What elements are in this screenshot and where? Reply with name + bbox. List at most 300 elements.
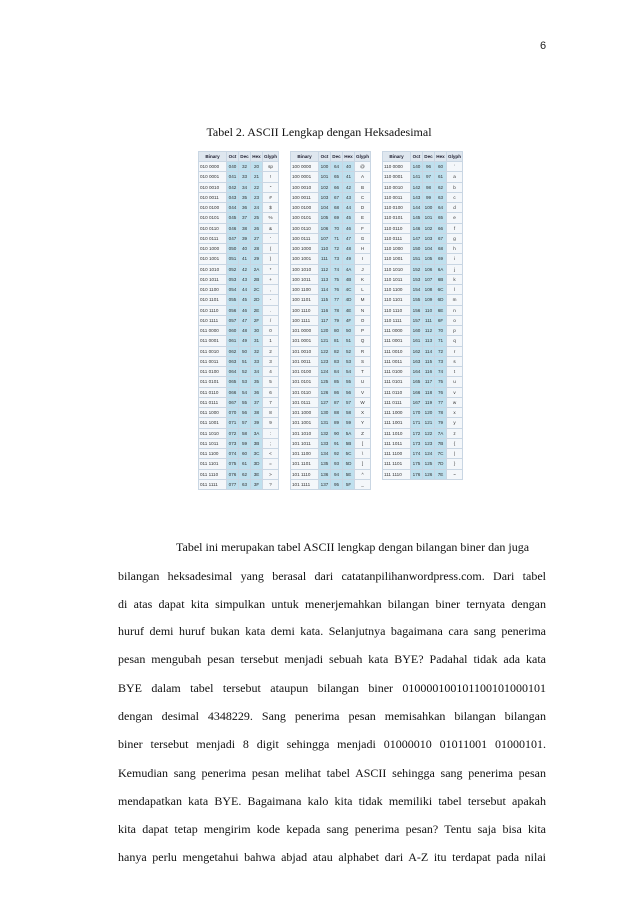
table-row: [199, 233, 279, 243]
table-cell: G: [355, 233, 371, 243]
table-cell: 2A: [251, 264, 263, 274]
table-cell: 153: [411, 274, 423, 284]
table-cell: v: [447, 387, 463, 397]
table-row: [383, 254, 463, 264]
table-row: [383, 418, 463, 428]
table-cell: 111 0101: [383, 377, 411, 387]
table-cell: 48: [343, 244, 355, 254]
column-header: Glyph: [355, 152, 371, 162]
table-cell: 38: [251, 408, 263, 418]
table-cell: 101 1001: [291, 418, 319, 428]
table-cell: 5C: [343, 449, 355, 459]
table-row: [291, 469, 371, 479]
table-cell: !: [263, 172, 279, 182]
table-cell: 21: [251, 172, 263, 182]
table-row: [383, 285, 463, 295]
table-cell: [: [355, 438, 371, 448]
table-cell: 111 0000: [383, 326, 411, 336]
table-cell: 53: [239, 377, 251, 387]
table-cell: 111 0110: [383, 387, 411, 397]
table-cell: 104: [319, 203, 331, 213]
table-cell: 040: [227, 162, 239, 172]
table-cell: 110 1000: [383, 244, 411, 254]
table-cell: *: [263, 264, 279, 274]
table-row: [383, 295, 463, 305]
table-cell: 28: [251, 244, 263, 254]
table-cell: 105: [319, 213, 331, 223]
table-cell: ,: [263, 285, 279, 295]
table-cell: 70: [435, 326, 447, 336]
table-cell: 91: [331, 438, 343, 448]
table-cell: 110: [319, 244, 331, 254]
table-cell: A: [355, 172, 371, 182]
table-cell: 7A: [435, 428, 447, 438]
table-cell: 163: [411, 356, 423, 366]
table-row: [383, 428, 463, 438]
table-cell: `: [447, 162, 463, 172]
table-cell: 147: [411, 233, 423, 243]
table-cell: M: [355, 295, 371, 305]
table-cell: 50: [239, 346, 251, 356]
table-row: [199, 315, 279, 325]
table-cell: 78: [435, 408, 447, 418]
table-cell: 54: [239, 387, 251, 397]
paragraph-line: huruf demi huruf bukan kata demi kata. Selanjutnya bagaimana cara sang penerima: [118, 624, 546, 638]
table-cell: 57: [239, 418, 251, 428]
table-cell: ^: [355, 469, 371, 479]
table-cell: o: [447, 315, 463, 325]
table-cell: sp: [263, 162, 279, 172]
table-cell: 46: [239, 305, 251, 315]
table-cell: 010 0111: [199, 233, 227, 243]
table-cell: (: [263, 244, 279, 254]
table-cell: 101 1111: [291, 479, 319, 489]
table-cell: 101 0011: [291, 356, 319, 366]
table-cell: 110 1011: [383, 274, 411, 284]
table-cell: 137: [319, 479, 331, 489]
table-cell: 174: [411, 449, 423, 459]
table-row: [199, 295, 279, 305]
table-cell: 110 0100: [383, 203, 411, 213]
table-cell: 56: [343, 387, 355, 397]
table-cell: 68: [435, 244, 447, 254]
table-row: [291, 418, 371, 428]
table-cell: 7B: [435, 438, 447, 448]
table-cell: a: [447, 172, 463, 182]
table-row: [383, 223, 463, 233]
table-cell: 52: [343, 346, 355, 356]
table-cell: 58: [343, 408, 355, 418]
table-cell: /: [263, 315, 279, 325]
table-row: [199, 203, 279, 213]
table-cell: 1: [263, 336, 279, 346]
table-row: [291, 244, 371, 254]
table-cell: 114: [319, 285, 331, 295]
paragraph-line: dengan desimal 4348229. Sang penerima pesan memisahkan bilangan bilangan: [118, 709, 546, 723]
table-cell: 154: [411, 285, 423, 295]
table-row: [383, 213, 463, 223]
table-cell: 32: [251, 346, 263, 356]
table-cell: 155: [411, 295, 423, 305]
table-row: [383, 449, 463, 459]
table-cell: 3C: [251, 449, 263, 459]
table-row: [291, 408, 371, 418]
table-cell: Z: [355, 428, 371, 438]
table-cell: i: [447, 254, 463, 264]
table-cell: 68: [331, 203, 343, 213]
table-cell: 100 1100: [291, 285, 319, 295]
table-cell: p: [447, 326, 463, 336]
table-cell: 011 0100: [199, 367, 227, 377]
table-cell: 112: [319, 264, 331, 274]
table-row: [383, 367, 463, 377]
table-cell: 40: [343, 162, 355, 172]
paragraph-line: di atas dapat kita simpulkan untuk menerjemahkan bilangan biner ternyata dengan: [118, 597, 546, 611]
table-cell: 74: [435, 367, 447, 377]
table-cell: W: [355, 397, 371, 407]
table-cell: 6F: [435, 315, 447, 325]
table-cell: c: [447, 192, 463, 202]
table-row: [383, 356, 463, 366]
table-cell: 115: [319, 295, 331, 305]
table-cell: 150: [411, 244, 423, 254]
table-cell: ': [263, 233, 279, 243]
table-row: [199, 469, 279, 479]
table-row: [291, 367, 371, 377]
table-cell: 27: [251, 233, 263, 243]
table-cell: 94: [331, 469, 343, 479]
table-cell: 070: [227, 408, 239, 418]
table-cell: 82: [331, 346, 343, 356]
table-cell: S: [355, 356, 371, 366]
table-header-row: [199, 152, 279, 162]
table-row: [291, 192, 371, 202]
paragraph-line: Tabel ini merupakan tabel ASCII lengkap dengan bilangan biner dan juga: [176, 540, 530, 554]
page-number: 6: [540, 40, 547, 52]
table-cell: 3B: [251, 438, 263, 448]
table-cell: 102: [423, 223, 435, 233]
table-row: [383, 264, 463, 274]
table-cell: :: [263, 428, 279, 438]
table-cell: 106: [423, 264, 435, 274]
paragraph-line: bilangan heksadesimal yang berasal dari catatanpilihanwordpress.com. Dari tabel: [118, 569, 546, 583]
table-cell: 111 0010: [383, 346, 411, 356]
table-cell: 101 0000: [291, 326, 319, 336]
table-cell: w: [447, 397, 463, 407]
table-cell: 34: [251, 367, 263, 377]
table-cell: 051: [227, 254, 239, 264]
table-cell: 73: [331, 254, 343, 264]
table-row: [199, 336, 279, 346]
table-cell: 011 1110: [199, 469, 227, 479]
table-cell: 84: [331, 367, 343, 377]
table-cell: 50: [343, 326, 355, 336]
table-cell: ): [263, 254, 279, 264]
table-cell: 100 0100: [291, 203, 319, 213]
table-cell: 110 0111: [383, 233, 411, 243]
table-row: [199, 326, 279, 336]
table-cell: 44: [343, 203, 355, 213]
table-row: [291, 438, 371, 448]
table-cell: 69: [435, 254, 447, 264]
table-cell: 130: [319, 408, 331, 418]
table-cell: 51: [343, 336, 355, 346]
table-cell: 113: [319, 274, 331, 284]
table-row: [291, 274, 371, 284]
table-cell: 72: [435, 346, 447, 356]
table-cell: 102: [319, 182, 331, 192]
table-cell: 45: [239, 295, 251, 305]
table-cell: 59: [239, 438, 251, 448]
table-cell: #: [263, 192, 279, 202]
table-row: [199, 479, 279, 489]
table-cell: 24: [251, 203, 263, 213]
table-cell: 100 0001: [291, 172, 319, 182]
table-row: [199, 192, 279, 202]
column-header: Binary: [383, 152, 411, 162]
table-cell: 65: [435, 213, 447, 223]
table-cell: 9: [263, 418, 279, 428]
table-cell: 111 1100: [383, 449, 411, 459]
table-cell: 111 0100: [383, 367, 411, 377]
ascii-table: [290, 151, 371, 490]
table-row: [199, 418, 279, 428]
table-cell: 156: [411, 305, 423, 315]
table-row: [199, 213, 279, 223]
table-cell: 71: [435, 336, 447, 346]
table-cell: 77: [331, 295, 343, 305]
table-cell: 8: [263, 408, 279, 418]
table-cell: 100 1011: [291, 274, 319, 284]
table-row: [383, 346, 463, 356]
table-cell: 70: [331, 223, 343, 233]
table-row: [383, 233, 463, 243]
table-cell: 010 1101: [199, 295, 227, 305]
table-cell: 111 1000: [383, 408, 411, 418]
table-cell: 043: [227, 192, 239, 202]
table-cell: 34: [239, 182, 251, 192]
table-cell: <: [263, 449, 279, 459]
table-cell: 78: [331, 305, 343, 315]
table-cell: 3E: [251, 469, 263, 479]
table-cell: 114: [423, 346, 435, 356]
table-cell: B: [355, 182, 371, 192]
table-cell: 7C: [435, 449, 447, 459]
table-cell: 164: [411, 367, 423, 377]
table-cell: 111 1001: [383, 418, 411, 428]
table-cell: z: [447, 428, 463, 438]
table-cell: 64: [435, 203, 447, 213]
table-cell: 117: [319, 315, 331, 325]
table-cell: 59: [343, 418, 355, 428]
table-row: [199, 244, 279, 254]
table-cell: 112: [423, 326, 435, 336]
table-cell: 101 1110: [291, 469, 319, 479]
table-cell: h: [447, 244, 463, 254]
table-cell: 125: [423, 459, 435, 469]
table-cell: 110 0010: [383, 182, 411, 192]
table-row: [383, 459, 463, 469]
table-cell: 69: [331, 213, 343, 223]
table-cell: 23: [251, 192, 263, 202]
table-cell: K: [355, 274, 371, 284]
table-cell: 98: [423, 182, 435, 192]
table-row: [199, 428, 279, 438]
table-row: [383, 438, 463, 448]
table-cell: 6C: [435, 285, 447, 295]
table-cell: 110 1100: [383, 285, 411, 295]
table-cell: 117: [423, 377, 435, 387]
table-cell: 35: [251, 377, 263, 387]
table-cell: 101 0111: [291, 397, 319, 407]
table-cell: 011 1111: [199, 479, 227, 489]
column-header: Hex: [435, 152, 447, 162]
table-cell: 63: [239, 479, 251, 489]
table-row: [291, 254, 371, 264]
table-cell: 010 1010: [199, 264, 227, 274]
table-cell: 061: [227, 336, 239, 346]
table-cell: 111: [423, 315, 435, 325]
table-cell: 060: [227, 326, 239, 336]
column-header: Hex: [251, 152, 263, 162]
table-cell: 39: [251, 418, 263, 428]
table-cell: 55: [343, 377, 355, 387]
table-cell: 166: [411, 387, 423, 397]
table-cell: F: [355, 223, 371, 233]
table-cell: 175: [411, 459, 423, 469]
table-cell: V: [355, 387, 371, 397]
table-cell: 010 0000: [199, 162, 227, 172]
table-cell: q: [447, 336, 463, 346]
table-cell: 011 0001: [199, 336, 227, 346]
table-row: [199, 285, 279, 295]
table-cell: 110 0110: [383, 223, 411, 233]
table-cell: 123: [423, 438, 435, 448]
table-row: [383, 203, 463, 213]
table-cell: 49: [343, 254, 355, 264]
paragraph-line: kita dapat tetap mengirim kode kepada sang penerima pesan? Tentu saja bisa kita: [118, 822, 546, 836]
table-cell: 110 1101: [383, 295, 411, 305]
table-cell: 157: [411, 315, 423, 325]
table-cell: 79: [435, 418, 447, 428]
table-cell: T: [355, 367, 371, 377]
table-cell: 011 1101: [199, 459, 227, 469]
table-row: [383, 172, 463, 182]
table-cell: 106: [319, 223, 331, 233]
table-row: [291, 295, 371, 305]
table-cell: 011 0101: [199, 377, 227, 387]
table-cell: 100 1110: [291, 305, 319, 315]
table-cell: 170: [411, 408, 423, 418]
table-row: [199, 172, 279, 182]
table-cell: 66: [435, 223, 447, 233]
table-cell: 20: [251, 162, 263, 172]
table-cell: 010 0101: [199, 213, 227, 223]
table-cell: 101 1101: [291, 459, 319, 469]
table-cell: 142: [411, 182, 423, 192]
table-cell: 6B: [435, 274, 447, 284]
table-cell: g: [447, 233, 463, 243]
table-cell: 22: [251, 182, 263, 192]
table-cell: 2: [263, 346, 279, 356]
table-cell: 165: [411, 377, 423, 387]
table-row: [199, 377, 279, 387]
table-cell: 176: [411, 469, 423, 479]
table-cell: 050: [227, 244, 239, 254]
table-cell: 100 1000: [291, 244, 319, 254]
table-cell: 5D: [343, 459, 355, 469]
table-cell: 48: [239, 326, 251, 336]
table-cell: 011 1010: [199, 428, 227, 438]
table-cell: =: [263, 459, 279, 469]
table-cell: %: [263, 213, 279, 223]
table-cell: .: [263, 305, 279, 315]
table-cell: 011 0110: [199, 387, 227, 397]
column-header: Binary: [199, 152, 227, 162]
table-cell: P: [355, 326, 371, 336]
table-cell: &: [263, 223, 279, 233]
table-cell: 108: [423, 285, 435, 295]
table-row: [291, 326, 371, 336]
table-cell: 2E: [251, 305, 263, 315]
table-cell: 146: [411, 223, 423, 233]
column-header: Glyph: [447, 152, 463, 162]
table-row: [383, 336, 463, 346]
table-cell: R: [355, 346, 371, 356]
table-cell: 110 1110: [383, 305, 411, 315]
table-cell: 33: [251, 356, 263, 366]
table-cell: e: [447, 213, 463, 223]
table-cell: -: [263, 295, 279, 305]
table-cell: 60: [239, 449, 251, 459]
table-cell: 160: [411, 326, 423, 336]
table-cell: ~: [447, 469, 463, 479]
table-cell: ;: [263, 438, 279, 448]
table-row: [199, 449, 279, 459]
table-cell: 5F: [343, 479, 355, 489]
table-cell: 111 1101: [383, 459, 411, 469]
table-cell: 042: [227, 182, 239, 192]
table-cell: 54: [343, 367, 355, 377]
paragraph-line: mendapatkan kata BYE. Bagaimana kalo kita tidak memiliki tabel tersebut apakah: [118, 794, 546, 808]
table-cell: 110 1111: [383, 315, 411, 325]
table-cell: 127: [319, 397, 331, 407]
table-row: [291, 285, 371, 295]
table-cell: 44: [239, 285, 251, 295]
table-cell: 045: [227, 213, 239, 223]
table-cell: 33: [239, 172, 251, 182]
table-cell: 144: [411, 203, 423, 213]
table-cell: Q: [355, 336, 371, 346]
table-cell: 010 1110: [199, 305, 227, 315]
table-cell: 58: [239, 428, 251, 438]
column-header: Hex: [343, 152, 355, 162]
column-header: Binary: [291, 152, 319, 162]
table-cell: ": [263, 182, 279, 192]
ascii-table: [382, 151, 463, 480]
table-cell: 66: [331, 182, 343, 192]
table-cell: 4F: [343, 315, 355, 325]
paragraph-line: pesan mengubah pesan tersebut menjadi sebuah kata BYE? Padahal tidak ada kata: [118, 652, 546, 666]
table-cell: 41: [343, 172, 355, 182]
table-cell: 64: [331, 162, 343, 172]
table-cell: 92: [331, 449, 343, 459]
table-cell: U: [355, 377, 371, 387]
column-header: Oct: [227, 152, 239, 162]
table-row: [199, 274, 279, 284]
table-cell: 074: [227, 449, 239, 459]
table-cell: 125: [319, 377, 331, 387]
